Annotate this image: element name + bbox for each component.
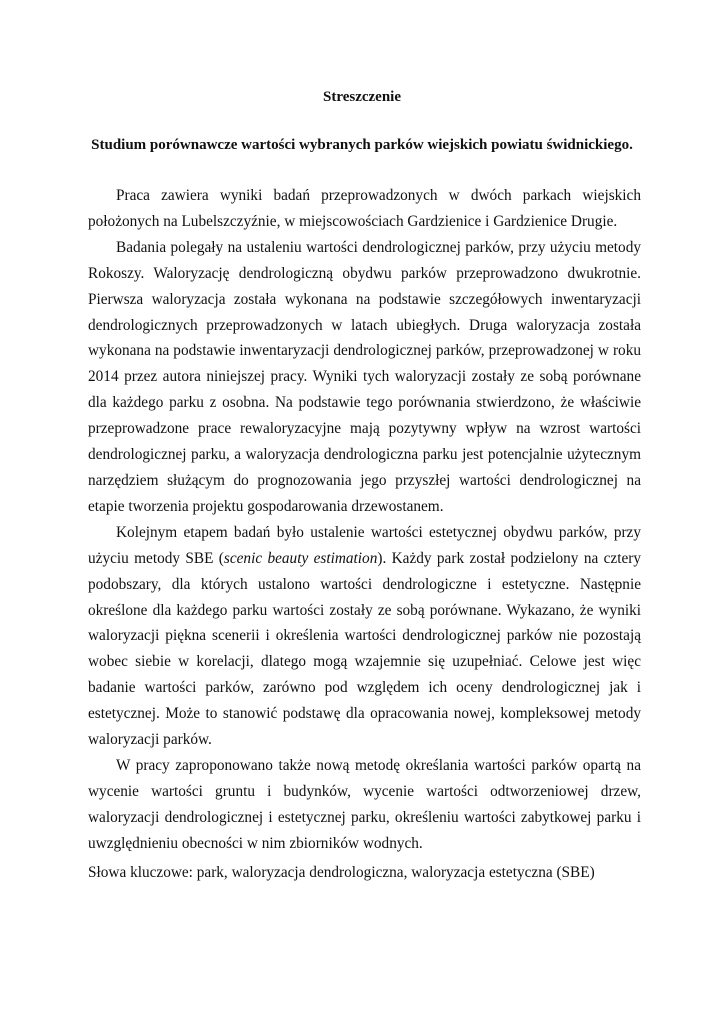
abstract-body: [88, 183, 641, 857]
paragraph-2: Badania polegały na ustaleniu wartości dendrologicznej parków, przy użyciu metody Rokoszy. Waloryzację dendrologiczną obydwu parków przeprowadzono dwukrotnie. Pierwsza waloryzacja została wykonana na podstawie szczegółowych inwentaryzacji dendrologicznych przeprowadzonych w latach ubiegłych. Druga waloryzacja została wykonana na podstawie inwentaryzacji dendrologicznej parków, przeprowadzonej w roku 2014 przez autora niniejszej pracy. Wyniki tych waloryzacji zostały ze sobą porównane dla każdego parku z osobna. Na podstawie tego porównania stwierdzono, że właściwie przeprowadzone prace rewaloryzacyjne mają pozytywny wpływ na wzrost wartości dendrologicznej parku, a waloryzacja dendrologiczna parku jest potencjalnie użytecznym narzędziem służącym do prognozowania jego przyszłej wartości dendrologicznej na etapie tworzenia projektu gospodarowania drzewostanem.: [88, 238, 641, 515]
paragraph-3: [88, 520, 641, 753]
paragraph-1: Praca zawiera wyniki badań przeprowadzonych w dwóch parkach wiejskich położonych na Lubelszczyźnie, w miejscowościach Gardzienice i Gardzienice Drugie.: [88, 187, 641, 230]
paragraph-4: W pracy zaproponowano także nową metodę określania wartości parków opartą na wycenie wartości gruntu i budynków, wycenie wartości odtworzeniowej drzew, waloryzacji dendrologicznej i estetycznej parku, określeniu wartości zabytkowej parku i uwzględnieniu obecności w nim zbiorników wodnych.: [88, 756, 641, 852]
paragraph-3-italic-term: scenic beauty estimation: [223, 549, 378, 567]
document-subtitle: Studium porównawcze wartości wybranych parków wiejskich powiatu świdnickiego.: [91, 137, 633, 153]
paragraph-3-part-2: ). Każdy park został podzielony na cztery podobszary, dla których ustalono wartości dendrologiczne i estetyczne. Następnie określone dla każdego parku wartości zostały ze sobą porównane. Wykazano, że wyniki waloryzacji piękna scenerii i określenia wartości dendrologicznej parków nie pozostają wobec siebie w korelacji, dlatego mogą wzajemnie się uzupełniać. Celowe jest więc badanie wartości parków, zarówno pod względem ich oceny dendrologicznej jak i estetycznej. Może to stanowić podstawę dla opracowania nowej, kompleksowej metody waloryzacji parków.: [88, 549, 641, 749]
paragraph-3-part-1: Kolejnym etapem badań było ustalenie wartości estetycznej obydwu parków, przy użyciu metody SBE (: [88, 523, 641, 567]
page-title: Streszczenie: [322, 89, 402, 105]
keywords-line: Słowa kluczowe: park, waloryzacja dendrologiczna, waloryzacja estetyczna (SBE): [88, 864, 595, 881]
